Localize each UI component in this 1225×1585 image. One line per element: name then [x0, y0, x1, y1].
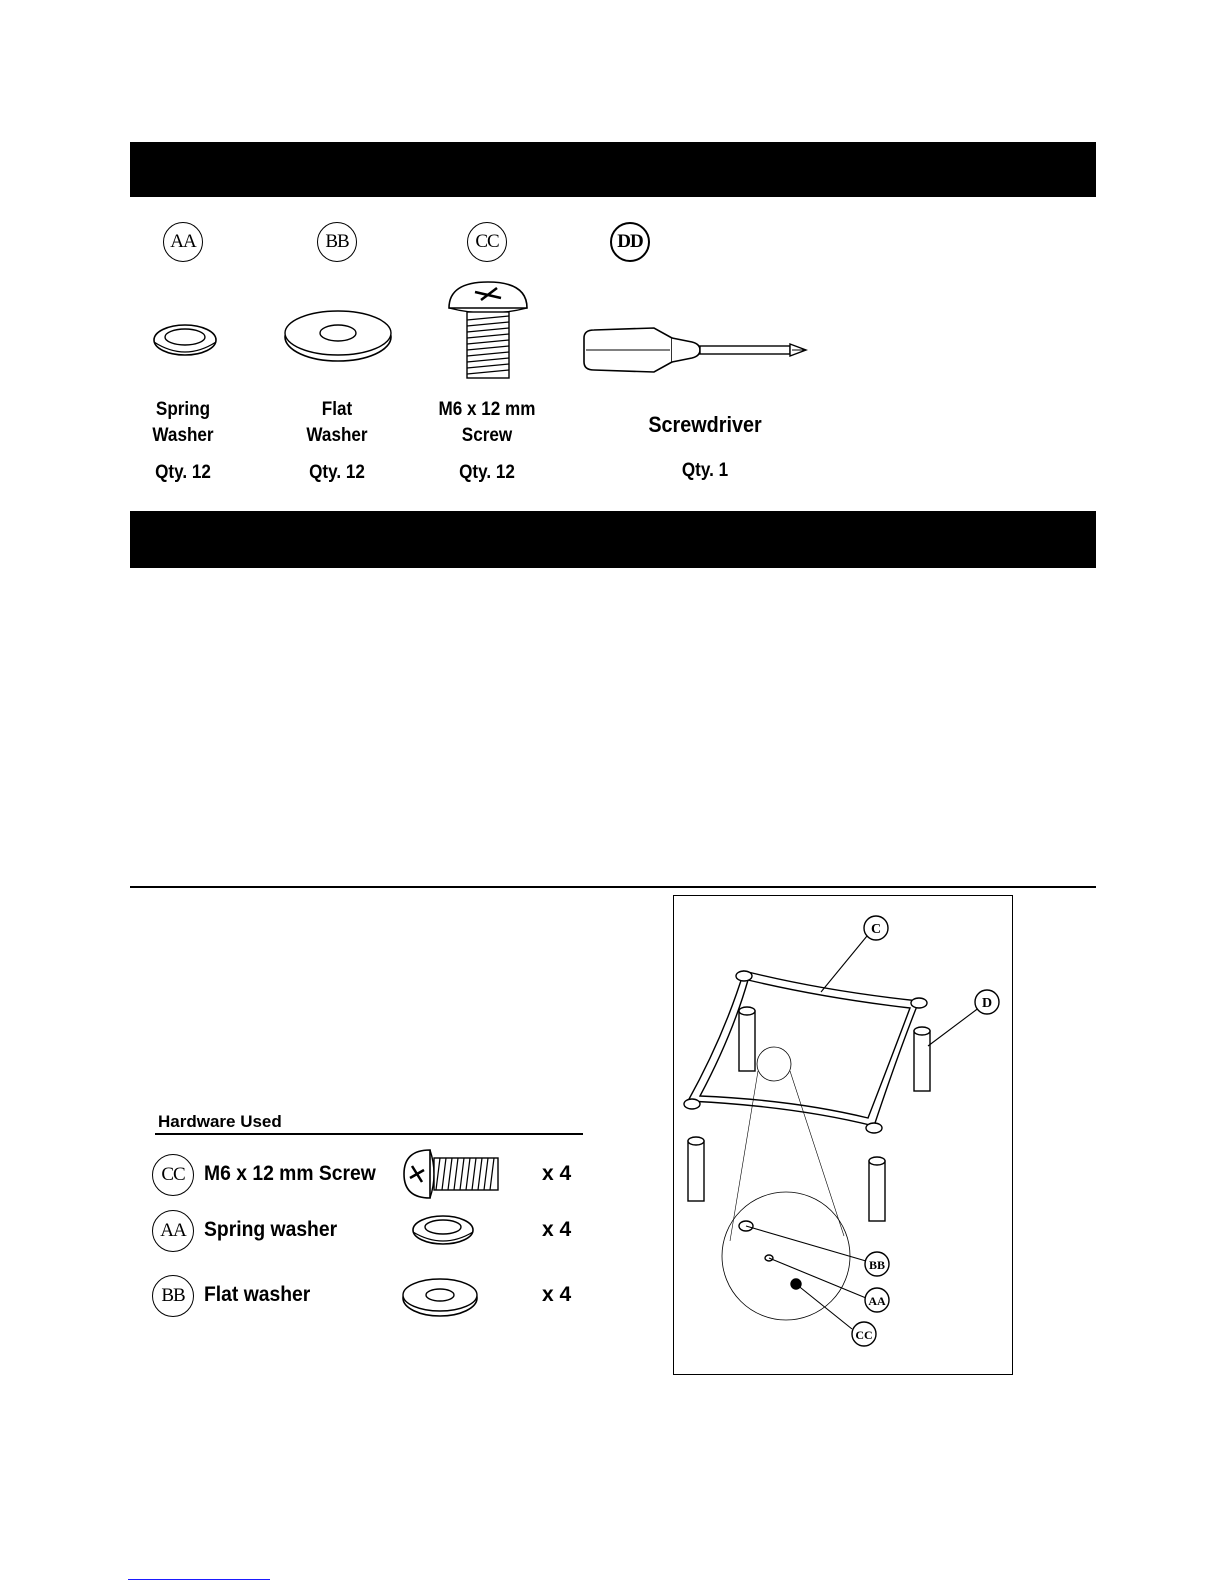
part-qty: Qty. 12 — [459, 462, 515, 483]
flat-washer-icon — [282, 307, 394, 363]
hardware-qty: x 4 — [542, 1218, 572, 1241]
part-spring-washer — [108, 222, 258, 483]
part-name: Spring Washer — [152, 399, 214, 446]
screw-icon — [400, 1146, 504, 1202]
spring-washer-icon — [410, 1212, 476, 1248]
section-header-bar-assembly — [130, 511, 1096, 568]
screwdriver-icon — [580, 320, 816, 380]
label-cc: CC — [855, 1328, 873, 1342]
hardware-code-badge: CC — [152, 1154, 194, 1196]
hardware-name: Spring washer — [204, 1218, 338, 1241]
hardware-row-spring-washer — [152, 1210, 592, 1256]
part-screw — [412, 222, 562, 483]
hardware-row-flat-washer — [152, 1275, 592, 1321]
hardware-qty: x 4 — [542, 1283, 572, 1306]
part-name: Screwdriver — [648, 412, 762, 437]
label-frame-c: C — [870, 922, 882, 937]
part-code-badge: CC — [467, 222, 507, 262]
part-qty: Qty. 1 — [681, 460, 729, 481]
part-code-badge: DD — [610, 222, 650, 262]
label-leg-d: D — [981, 996, 993, 1011]
part-screwdriver — [590, 222, 820, 481]
part-name: Flat Washer — [306, 399, 368, 446]
hardware-used-underline — [155, 1133, 583, 1135]
flat-washer-icon — [400, 1273, 480, 1319]
part-flat-washer — [262, 222, 412, 483]
step-divider — [130, 886, 1096, 888]
section-header-bar-parts — [130, 142, 1096, 197]
hardware-qty: x 4 — [542, 1162, 572, 1185]
hardware-code-badge: BB — [152, 1275, 194, 1317]
screw-icon — [445, 278, 531, 384]
hardware-used-title: Hardware Used — [158, 1112, 282, 1131]
spring-washer-icon — [150, 320, 220, 360]
label-bb: BB — [868, 1258, 886, 1272]
assembly-diagram — [673, 895, 1013, 1375]
part-name: M6 x 12 mm Screw — [438, 399, 536, 446]
hardware-name: Flat washer — [204, 1283, 311, 1306]
part-code-badge: AA — [163, 222, 203, 262]
part-qty: Qty. 12 — [155, 462, 211, 483]
part-code-badge: BB — [317, 222, 357, 262]
label-aa: AA — [868, 1294, 886, 1308]
footer-link-underline — [128, 1579, 270, 1580]
hardware-row-screw — [152, 1154, 592, 1200]
hardware-code-badge: AA — [152, 1210, 194, 1252]
part-qty: Qty. 12 — [309, 462, 365, 483]
hardware-name: M6 x 12 mm Screw — [204, 1162, 376, 1185]
table-frame-exploded-view — [674, 896, 1011, 1373]
